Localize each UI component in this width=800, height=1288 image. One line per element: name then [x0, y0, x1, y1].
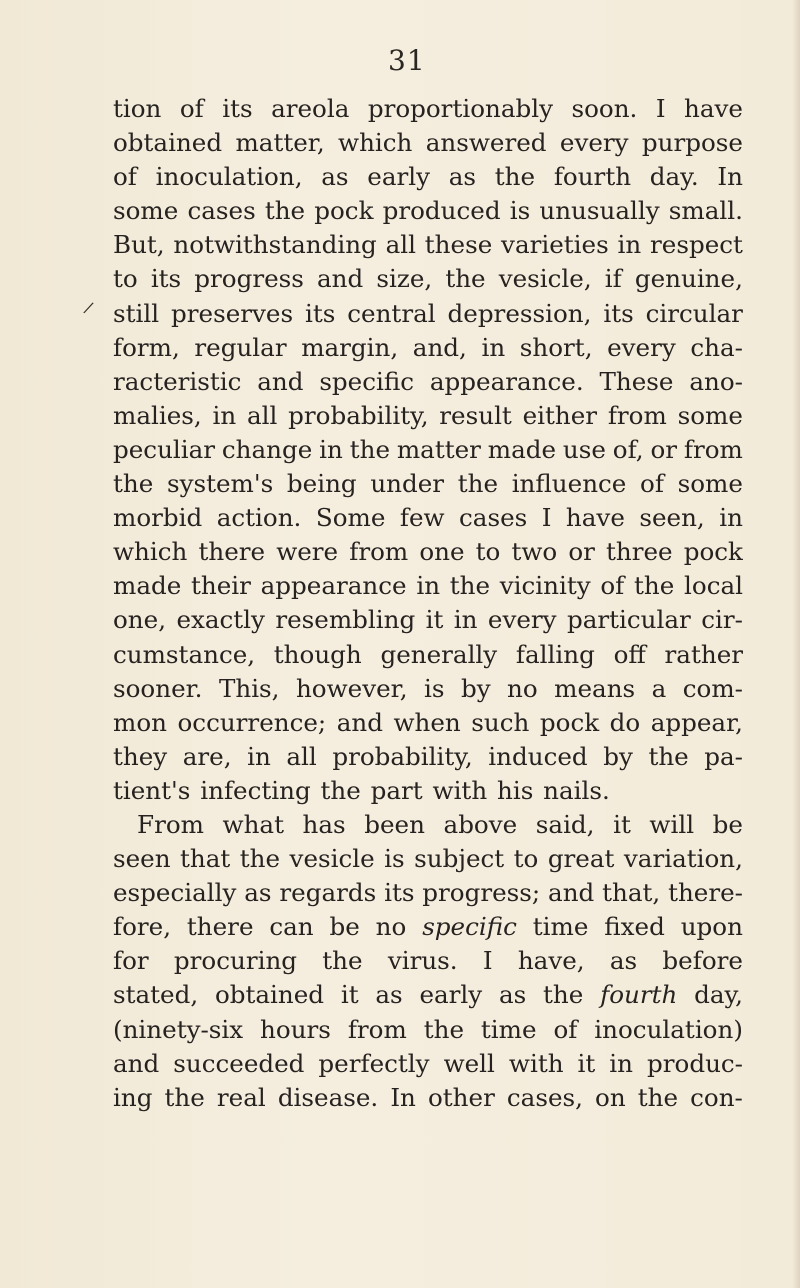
- word: the: [322, 946, 363, 976]
- word: in: [617, 230, 642, 260]
- text-line: [113, 433, 743, 467]
- word: from: [683, 434, 743, 464]
- word: in: [719, 503, 743, 533]
- word: by: [460, 673, 491, 703]
- word: morbid: [113, 503, 203, 533]
- word: But,: [113, 230, 165, 260]
- word: for: [113, 946, 149, 976]
- word: has: [302, 809, 346, 839]
- word: the: [637, 1082, 679, 1112]
- word: purpose: [641, 128, 743, 158]
- word: fourth: [553, 162, 632, 192]
- body-text: [113, 92, 743, 1115]
- word: as: [609, 946, 638, 976]
- word: under: [370, 469, 445, 499]
- word: of: [113, 162, 137, 192]
- text-line: [113, 1047, 743, 1081]
- text-line: [113, 535, 743, 569]
- word: system's: [166, 469, 274, 499]
- word: induced: [488, 741, 588, 771]
- word: being: [286, 469, 357, 499]
- word: time: [532, 912, 589, 942]
- word: the: [494, 162, 536, 192]
- word: appearance: [260, 571, 407, 601]
- word: of: [179, 94, 204, 123]
- word: probability,: [288, 400, 429, 430]
- word: proportionably: [367, 94, 554, 123]
- word: I: [541, 503, 552, 533]
- text-line: [113, 638, 743, 672]
- word: local: [684, 571, 743, 601]
- page-edge-shadow: [792, 0, 800, 1288]
- word: inoculation,: [155, 162, 303, 192]
- word: procuring: [173, 946, 298, 976]
- text-line: [113, 569, 743, 603]
- word: tient's: [113, 775, 201, 805]
- word: either: [522, 400, 598, 430]
- word: these: [424, 230, 493, 260]
- word: the: [164, 1082, 205, 1112]
- word: rather: [664, 639, 743, 669]
- text-line: [113, 876, 743, 910]
- word: no: [375, 912, 407, 942]
- word: depression,: [447, 298, 592, 328]
- word: and: [113, 1048, 160, 1078]
- text-line: [113, 297, 743, 331]
- text-line: [113, 399, 743, 433]
- word: which: [338, 128, 413, 158]
- word: fixed: [604, 912, 665, 942]
- word: peculiar: [113, 434, 216, 464]
- word: its: [603, 298, 634, 328]
- word: part: [370, 775, 433, 805]
- text-line: [113, 944, 743, 978]
- word: con-: [690, 1082, 743, 1112]
- word: Some: [315, 503, 386, 533]
- word: vesicle,: [498, 264, 592, 294]
- word: ing: [113, 1082, 153, 1112]
- word: the: [423, 1014, 465, 1044]
- word: every: [559, 128, 629, 158]
- word: cases: [187, 196, 256, 226]
- word: all: [385, 230, 416, 260]
- word: all: [246, 400, 278, 430]
- word: unusually: [539, 196, 660, 226]
- word: and: [548, 878, 595, 908]
- word: inoculation): [594, 1014, 743, 1044]
- word: I: [655, 94, 666, 123]
- word: can: [269, 912, 314, 942]
- word: size,: [376, 264, 433, 294]
- word: the: [320, 775, 371, 805]
- text-line: [113, 1081, 743, 1115]
- word: three: [606, 537, 673, 567]
- word: cumstance,: [113, 639, 256, 669]
- word: genuine,: [634, 264, 743, 294]
- word: there: [186, 912, 254, 942]
- word: though: [273, 639, 362, 669]
- word: cha-: [690, 332, 743, 362]
- word: have: [565, 503, 625, 533]
- word: have,: [517, 946, 585, 976]
- word: as: [498, 980, 527, 1010]
- word: of: [553, 1014, 578, 1044]
- word: the: [457, 469, 499, 499]
- word: is: [384, 844, 405, 874]
- word: vesicle: [289, 844, 375, 874]
- word: its: [150, 264, 182, 294]
- word: seen,: [639, 503, 705, 533]
- word: virus.: [387, 946, 458, 976]
- word: pock: [683, 537, 743, 567]
- word: or: [568, 537, 595, 567]
- word: hours: [260, 1014, 331, 1044]
- text-line: [113, 262, 743, 296]
- word: two: [511, 537, 558, 567]
- word: day,: [694, 980, 743, 1010]
- word: resembling: [275, 605, 416, 635]
- word: their: [191, 571, 251, 601]
- word: of: [640, 469, 664, 499]
- word: all: [286, 741, 317, 771]
- word: vicinity: [499, 571, 591, 601]
- text-line: [113, 160, 743, 194]
- word: early: [419, 980, 483, 1010]
- word: day.: [649, 162, 699, 192]
- word: form,: [113, 332, 180, 362]
- word: notwithstanding: [173, 230, 377, 260]
- word: This,: [218, 673, 280, 703]
- word: progress: [194, 264, 304, 294]
- word: in: [416, 571, 441, 601]
- word: generally: [380, 639, 498, 669]
- word: with: [508, 1048, 564, 1078]
- word: tion: [113, 94, 162, 123]
- word: in: [212, 400, 237, 430]
- word: will: [649, 809, 695, 839]
- word: regular: [194, 332, 287, 362]
- word: off: [613, 639, 646, 669]
- word: sooner.: [113, 673, 203, 703]
- word: From: [137, 809, 204, 839]
- page-number: 31: [388, 44, 426, 77]
- word: its: [304, 298, 336, 328]
- word: racteristic: [113, 366, 242, 396]
- word: seen: [113, 844, 171, 874]
- word: some: [113, 196, 179, 226]
- word: probability,: [332, 741, 473, 771]
- text-line: [113, 672, 743, 706]
- word: malies,: [113, 400, 202, 430]
- word: there: [198, 537, 266, 567]
- word: result: [439, 400, 512, 430]
- text-line: [113, 1013, 743, 1047]
- word: were: [276, 537, 339, 567]
- word: which: [113, 537, 188, 567]
- word: upon: [680, 912, 743, 942]
- word: the: [113, 469, 154, 499]
- word: with: [432, 775, 497, 805]
- word: particular: [566, 605, 691, 635]
- word: areola: [271, 94, 350, 123]
- word: preserves: [171, 298, 294, 328]
- text-line: [113, 331, 743, 365]
- word: to: [113, 264, 138, 294]
- word: from: [607, 400, 667, 430]
- word: the: [634, 571, 675, 601]
- word: obtained: [113, 128, 223, 158]
- word: the: [349, 434, 391, 464]
- word: every: [607, 332, 676, 362]
- word: In: [390, 1082, 416, 1112]
- word: its: [384, 878, 415, 908]
- text-line: [113, 228, 743, 262]
- word: falling: [515, 639, 595, 669]
- word: if: [604, 264, 622, 294]
- word: cases,: [506, 1082, 583, 1112]
- word: as: [375, 980, 403, 1010]
- word: circular: [645, 298, 743, 328]
- word: it: [425, 605, 444, 635]
- word: when: [393, 707, 461, 737]
- word: its: [222, 94, 253, 123]
- word: above: [443, 809, 518, 839]
- word: one,: [113, 605, 167, 635]
- word: by: [603, 741, 633, 771]
- text-line: [113, 910, 743, 944]
- word: said,: [535, 809, 595, 839]
- text-line: [113, 740, 743, 774]
- word: the: [648, 741, 689, 771]
- word: ano-: [689, 366, 743, 396]
- word: early: [367, 162, 431, 192]
- word: the: [239, 844, 281, 874]
- word: be: [712, 809, 743, 839]
- word: and: [317, 264, 364, 294]
- word: a: [651, 673, 667, 703]
- word: and: [336, 707, 383, 737]
- word: as: [244, 878, 272, 908]
- text-line: [113, 467, 743, 501]
- word: that,: [602, 878, 661, 908]
- word: stated,: [113, 980, 199, 1010]
- word: succeeded: [173, 1048, 305, 1078]
- word: produc-: [647, 1048, 743, 1078]
- word: the: [449, 571, 491, 601]
- word: however,: [295, 673, 408, 703]
- word: pock: [314, 196, 374, 226]
- word: still: [113, 298, 160, 328]
- word: as: [448, 162, 477, 192]
- word: small.: [668, 196, 743, 226]
- word: some: [677, 469, 743, 499]
- word: action.: [216, 503, 302, 533]
- word: great: [547, 844, 615, 874]
- word: in: [247, 741, 271, 771]
- word: influence: [511, 469, 627, 499]
- word: I: [482, 946, 493, 976]
- word: margin,: [301, 332, 399, 362]
- word: specific: [319, 366, 415, 396]
- word: well: [443, 1048, 495, 1078]
- word: short,: [519, 332, 593, 362]
- word: fore,: [113, 912, 172, 942]
- word: means: [554, 673, 636, 703]
- word: some: [677, 400, 743, 430]
- word: such: [471, 707, 530, 737]
- text-line: [113, 92, 743, 126]
- word: that: [180, 844, 231, 874]
- word: obtained: [214, 980, 325, 1010]
- word: regards: [279, 878, 377, 908]
- word: his: [496, 775, 544, 805]
- word: one: [419, 537, 465, 567]
- word: produced: [382, 196, 501, 226]
- word: appearance.: [429, 366, 584, 396]
- word: they: [113, 741, 168, 771]
- text-line: [113, 774, 743, 808]
- word: matter: [396, 434, 481, 464]
- word: the: [543, 980, 584, 1010]
- word: matter,: [235, 128, 325, 158]
- word: from: [347, 1014, 407, 1044]
- word: few: [399, 503, 445, 533]
- word: variation,: [623, 844, 743, 874]
- word: occurrence;: [177, 707, 327, 737]
- word: exactly: [176, 605, 265, 635]
- word: have: [684, 94, 743, 123]
- word: is: [509, 196, 531, 226]
- word: especially: [113, 878, 237, 908]
- word: varieties: [501, 230, 609, 260]
- word: (ninety-six: [113, 1014, 244, 1044]
- word: of,: [612, 434, 644, 464]
- word: answered: [425, 128, 547, 158]
- word: perfectly: [318, 1048, 430, 1078]
- word: specific: [422, 912, 517, 942]
- word: central: [347, 298, 436, 328]
- text-line: [113, 808, 743, 842]
- word: of: [600, 571, 625, 601]
- word: to: [513, 844, 539, 874]
- margin-mark: /: [82, 297, 96, 318]
- word: cases: [459, 503, 528, 533]
- word: from: [349, 537, 409, 567]
- word: in: [319, 434, 343, 464]
- text-line: [113, 978, 743, 1012]
- word: been: [364, 809, 425, 839]
- word: in: [453, 605, 478, 635]
- word: other: [427, 1082, 495, 1112]
- word: nails.: [543, 775, 610, 805]
- word: the: [264, 196, 306, 226]
- word: infecting: [200, 775, 321, 805]
- word: what: [222, 809, 284, 839]
- word: there-: [668, 878, 743, 908]
- text-line: [113, 194, 743, 228]
- text-line: [113, 126, 743, 160]
- text-line: [113, 603, 743, 637]
- word: in: [609, 1048, 634, 1078]
- word: com-: [682, 673, 743, 703]
- word: before: [662, 946, 743, 976]
- word: it: [340, 980, 359, 1010]
- word: be: [329, 912, 360, 942]
- word: in: [481, 332, 506, 362]
- text-line: [113, 365, 743, 399]
- text-line: [113, 842, 743, 876]
- word: made: [113, 571, 182, 601]
- word: made: [487, 434, 557, 464]
- word: In: [717, 162, 743, 192]
- word: do: [609, 707, 641, 737]
- word: soon.: [571, 94, 638, 123]
- word: the: [445, 264, 486, 294]
- word: pa-: [704, 741, 743, 771]
- word: on: [595, 1082, 626, 1112]
- word: respect: [650, 230, 743, 260]
- text-line: [113, 501, 743, 535]
- word: use: [562, 434, 606, 464]
- word: it: [577, 1048, 596, 1078]
- word: These: [599, 366, 674, 396]
- text-line: [113, 706, 743, 740]
- word: pock: [539, 707, 600, 737]
- word: is: [424, 673, 445, 703]
- word: as: [321, 162, 349, 192]
- word: progress;: [422, 878, 541, 908]
- word: and: [257, 366, 304, 396]
- word: or: [650, 434, 678, 464]
- word: change: [221, 434, 313, 464]
- word: time: [480, 1014, 537, 1044]
- word: mon: [113, 707, 167, 737]
- word: and,: [412, 332, 467, 362]
- word: fourth: [600, 980, 678, 1010]
- word: subject: [414, 844, 505, 874]
- word: to: [475, 537, 501, 567]
- word: every: [487, 605, 557, 635]
- word: no: [507, 673, 538, 703]
- word: real: [216, 1082, 266, 1112]
- word: are,: [182, 741, 232, 771]
- word: cir-: [701, 605, 743, 635]
- word: disease.: [277, 1082, 379, 1112]
- word: appear,: [650, 707, 743, 737]
- word: it: [613, 809, 631, 839]
